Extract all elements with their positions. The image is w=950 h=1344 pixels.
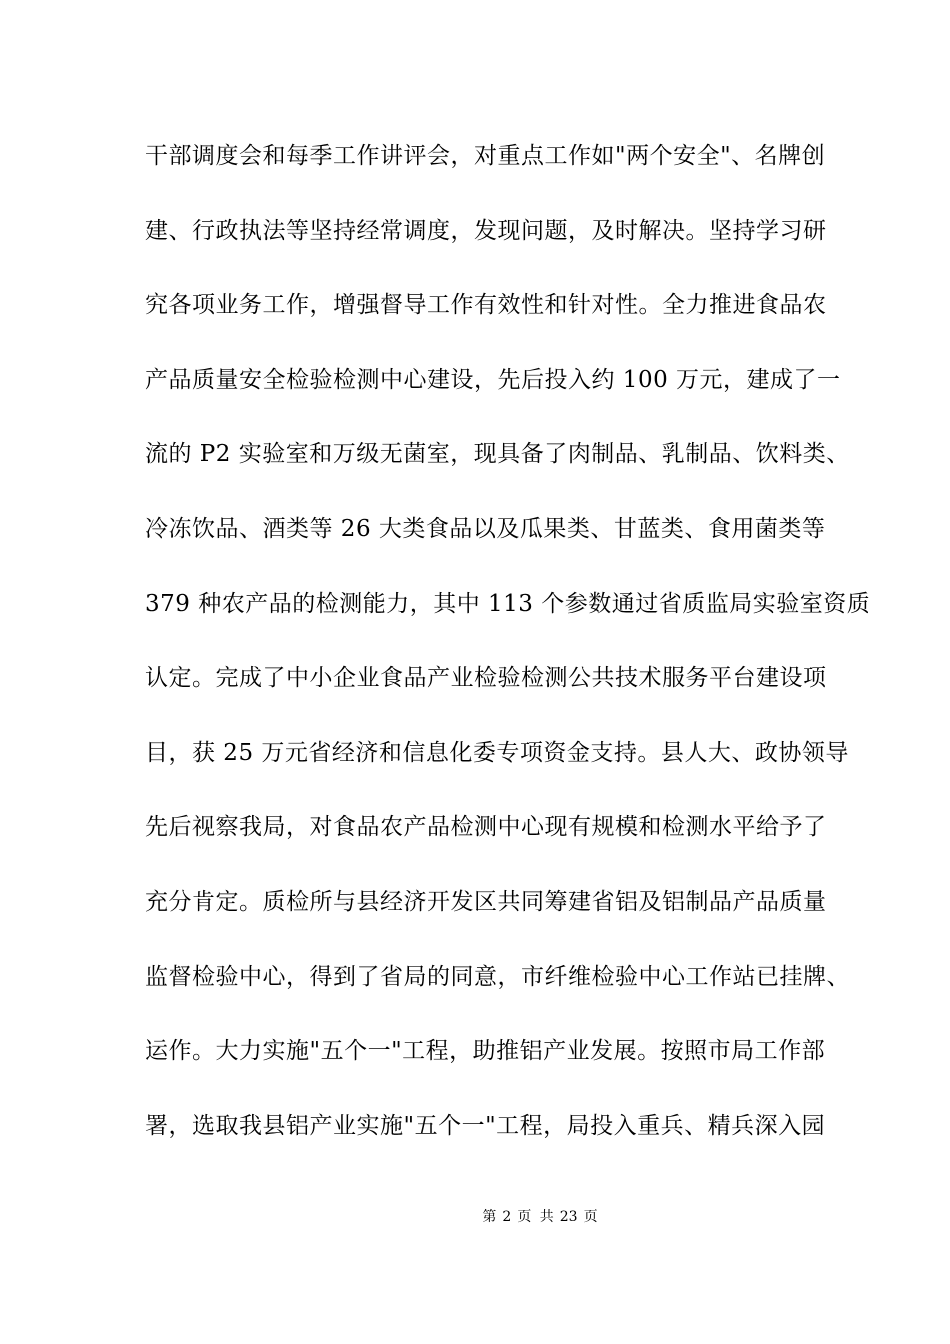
text-line: 究各项业务工作，增强督导工作有效性和针对性。全力推进食品农 xyxy=(145,292,827,319)
text-line: 建、行政执法等坚持经常调度，发现问题，及时解决。坚持学习研 xyxy=(145,217,827,244)
footer-middle: 页 共 xyxy=(517,1209,554,1225)
text-line: 先后视察我局，对食品农产品检测中心现有规模和检测水平给予了 xyxy=(145,814,827,841)
text-line: 产品质量安全检验检测中心建设，先后投入约 100 万元，建成了一 xyxy=(145,366,841,393)
text-line: 冷冻饮品、酒类等 26 大类食品以及瓜果类、甘蓝类、食用菌类等 xyxy=(145,515,826,542)
text-line: 379 种农产品的检测能力，其中 113 个参数通过省质监局实验室资质 xyxy=(145,590,871,617)
text-line: 认定。完成了中小企业食品产业检验检测公共技术服务平台建设项 xyxy=(145,665,827,692)
text-line: 监督检验中心，得到了省局的同意，市纤维检验中心工作站已挂牌、 xyxy=(145,963,850,990)
text-line: 充分肯定。质检所与县经济开发区共同筹建省铝及铝制品产品质量 xyxy=(145,888,827,915)
footer-suffix: 页 xyxy=(583,1209,598,1225)
text-line: 运作。大力实施"五个一"工程，助推铝产业发展。按照市局工作部 xyxy=(145,1038,826,1065)
footer-total-pages: 23 xyxy=(559,1209,578,1225)
footer-prefix: 第 xyxy=(482,1209,497,1225)
page-footer xyxy=(0,1207,950,1227)
text-line: 目，获 25 万元省经济和信息化委专项资金支持。县人大、政协领导 xyxy=(145,739,849,766)
body-text xyxy=(145,134,871,1178)
text-line: 干部调度会和每季工作讲评会，对重点工作如"两个安全"、名牌创 xyxy=(145,143,826,169)
text-line: 流的 P2 实验室和万级无菌室，现具备了肉制品、乳制品、饮料类、 xyxy=(145,441,850,468)
footer-current-page: 2 xyxy=(502,1209,512,1225)
text-line: 署，选取我县铝产业实施"五个一"工程，局投入重兵、精兵深入园 xyxy=(145,1112,826,1139)
